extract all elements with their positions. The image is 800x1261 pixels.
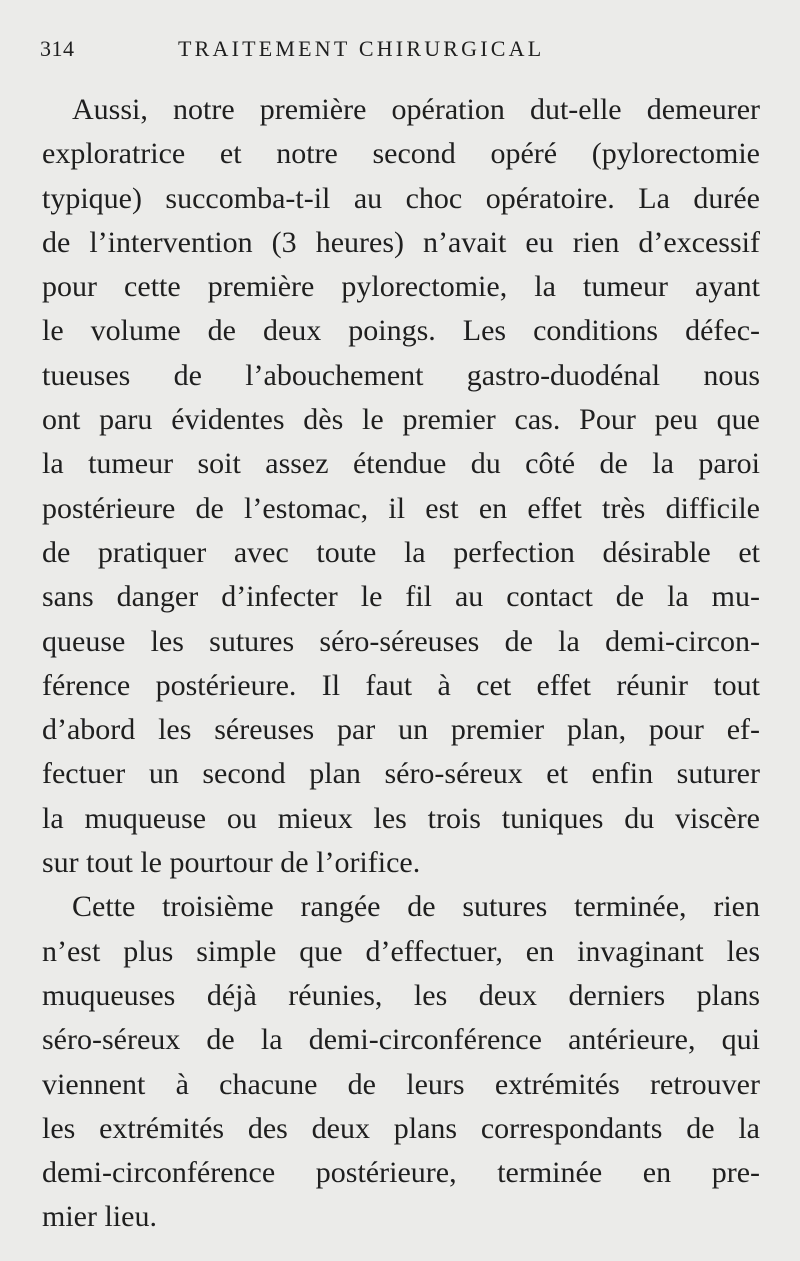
text-line: postérieure de l’estomac, il est en effet très difficile [42, 491, 760, 525]
text-line: viennent à chacune de leurs extrémités retrouver [42, 1067, 760, 1101]
text-line: demi-circonférence postérieure, terminée en pre- [42, 1156, 760, 1190]
text-line: ont paru évidentes dès le premier cas. Pour peu que [42, 403, 760, 437]
paragraph-1 [42, 88, 760, 885]
text-line: les extrémités des deux plans correspondants de la [42, 1111, 760, 1145]
paragraph-2 [42, 885, 760, 1239]
text-line: pour cette première pylorectomie, la tumeur ayant [42, 270, 760, 304]
text-line: de pratiquer avec toute la perfection désirable et [42, 535, 760, 569]
text-line: typique) succomba-t-il au choc opératoire. La durée [42, 181, 760, 215]
text-line: n’est plus simple que d’effectuer, en invaginant les [42, 934, 760, 968]
text-line: tueuses de l’abouchement gastro-duodénal nous [42, 358, 760, 392]
text-line: Aussi, notre première opération dut-elle demeurer [72, 93, 760, 126]
page-header [40, 36, 760, 70]
text-line: exploratrice et notre second opéré (pylorectomie [42, 137, 760, 171]
text-line: d’abord les séreuses par un premier plan, pour ef- [42, 713, 760, 747]
text-line: sur tout le pourtour de l’orifice. [42, 846, 421, 880]
text-line: mier lieu. [42, 1200, 157, 1234]
text-line: Cette troisième rangée de sutures terminée, rien [72, 890, 760, 924]
text-line: la tumeur soit assez étendue du côté de la paroi [42, 447, 760, 481]
text-line: fectuer un second plan séro-séreux et enfin suturer [42, 757, 760, 791]
running-head: TRAITEMENT CHIRURGICAL [178, 36, 545, 61]
text-line: le volume de deux poings. Les conditions défec- [42, 314, 760, 348]
text-line: la muqueuse ou mieux les trois tuniques du viscère [42, 801, 760, 835]
text-line: muqueuses déjà réunies, les deux derniers plans [42, 978, 760, 1012]
text-line: sans danger d’infecter le fil au contact de la mu- [42, 580, 760, 614]
text-line: queuse les sutures séro-séreuses de la demi-circon- [42, 624, 760, 658]
page-number: 314 [40, 36, 75, 61]
text-line: séro-séreux de la demi-circonférence antérieure, qui [42, 1023, 760, 1057]
body-text [42, 88, 760, 1240]
text-line: férence postérieure. Il faut à cet effet réunir tout [42, 668, 760, 702]
text-line: de l’intervention (3 heures) n’avait eu rien d’excessif [42, 225, 760, 259]
